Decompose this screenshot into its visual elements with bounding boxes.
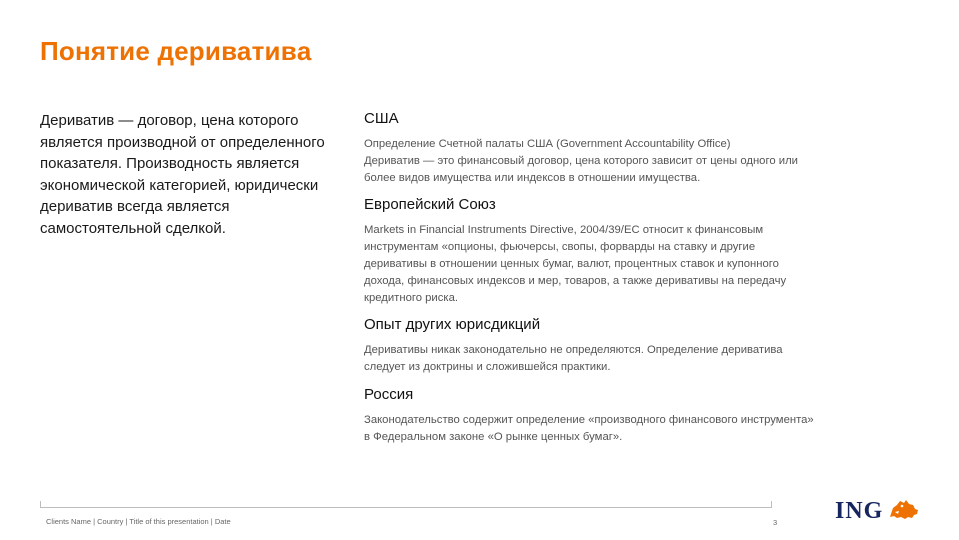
section-body: Markets in Financial Instruments Directive, 2004/39/EC относит к финансовым инструментам «опционы, фьючерсы, свопы, форварды на ставку и другие деривативы в отношении ценных бумаг, валют, процентных ставок и купонного дохода, финансовых индексов и мер, товаров, а также деривативы на передачу кредитного риска. <box>364 224 787 304</box>
section-body: Определение Счетной палаты США (Government Accountability Office) Дериватив — это финансовый договор, цена которого зависит от цены одного или более видов имущества или индексов в отношении имущества. <box>364 138 798 184</box>
footer-text: Clients Name | Country | Title of this presentation | Date <box>46 517 231 526</box>
section-body: Деривативы никак законодательно не определяются. Определение дериватива следует из доктрины и сложившейся практики. <box>364 344 783 374</box>
logo-text: ING <box>835 498 884 524</box>
page-number: 3 <box>773 518 778 527</box>
jurisdictions-list <box>364 110 924 456</box>
definition-text: Дериватив — договор, цена которого является производной от определенного показателя. Производность является экономической категорией, юридически дериватив всегда является самостоятельной сделкой. <box>40 112 325 237</box>
section-russia <box>364 386 924 446</box>
footer-divider <box>40 507 772 508</box>
section-other-jurisdictions <box>364 316 924 376</box>
section-heading: Европейский Союз <box>364 196 496 214</box>
section-body: Законодательство содержит определение «производного финансового инструмента» в Федеральном законе «О рынке ценных бумаг». <box>364 413 814 443</box>
ing-logo <box>835 497 921 526</box>
section-eu <box>364 196 924 306</box>
page-title: Понятие деривативa <box>40 36 312 66</box>
section-heading: США <box>364 110 399 127</box>
section-heading: Россия <box>364 385 414 403</box>
section-usa <box>364 110 924 186</box>
lion-icon <box>887 497 921 526</box>
section-heading: Опыт других юрисдикций <box>364 316 541 334</box>
